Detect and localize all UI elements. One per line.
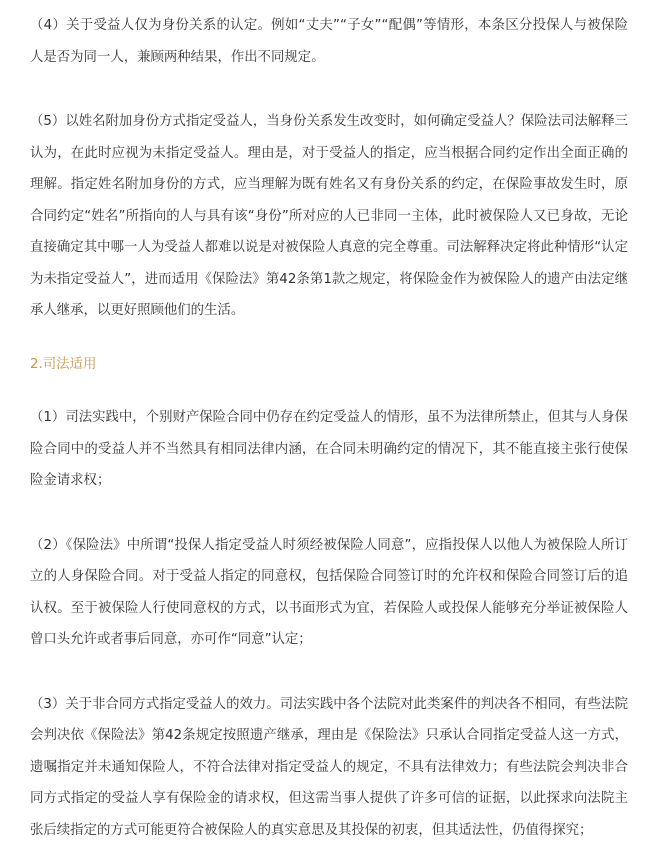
paragraph-identity-relation: （4）关于受益人仅为身份关系的认定。例如“丈夫”“子女”“配偶”等情形，本条区分投保人与被保险人是否为同一人，兼顾两种结果，作出不同规定。 [30,18,628,65]
paragraph-property-insurance-beneficiary: （1）司法实践中，个别财产保险合同中仍存在约定受益人的情形，虽不为法律所禁止，但其与人身保险合同中的受益人并不当然具有相同法律内涵，在合同未明确约定的情况下，其不能直接主张行使保险金请求权； [30,410,628,488]
paragraph-spacer [30,73,628,106]
paragraph-non-contract-designation: （3）关于非合同方式指定受益人的效力。司法实践中各个法院对此类案件的判决各不相同，有些法院会判决依《保险法》第42条规定按照遗产继承，理由是《保险法》只承认合同指定受益人这一方式，遗嘱指定并未通知保险人，不符合法律对指定受益人的规定，不具有法律效力；有些法院会判决非合同方式指定的受益人享有保险金的请求权，但这需当事人提供了许多可信的证据，以此探求向法院主张后续指定的方式可能更符合被保险人的真实意思及其投保的初衷，但其适法性，仍值得探究； [30,696,628,838]
paragraph-name-plus-identity: （5）以姓名附加身份方式指定受益人，当身份关系发生改变时，如何确定受益人？保险法司法解释三认为，在此时应视为未指定受益人。理由是，对于受益人的指定，应当根据合同约定作出全面正确的理解。指定姓名附加身份的方式，应当理解为既有姓名又有身份关系的约定，在保险事故发生时，原合同约定“姓名”所指向的人与具有该“身份”所对应的人已非同一主体，此时被保险人又已身故，无论直接确定其中哪一人为受益人都难以说是对被保险人真意的完全尊重。司法解释决定将此种情形“认定为未指定受益人”，进而适用《保险法》第42条第1款之规定，将保险金作为被保险人的遗产由法定继承人继承，以更好照顾他们的生活。 [30,114,628,318]
paragraph-spacer [30,497,628,530]
section-heading-judicial-application: 2.司法适用 [30,356,97,372]
paragraph-spacer [30,380,628,402]
paragraph-insured-consent: （2）《保险法》中所谓“投保人指定受益人时须经被保险人同意”，应指投保人以他人为被保险人所订立的人身保险合同。对于受益人指定的同意权，包括保险合同签订时的允许权和保险合同签订后的追认权。至于被保险人行使同意权的方式，以书面形式为宜，若保险人或投保人能够充分举证被保险人曾口头允许或者事后同意，亦可作“同意”认定； [30,537,628,647]
paragraph-spacer [30,656,628,689]
paragraph-spacer [30,327,628,349]
article-body [30,10,628,846]
